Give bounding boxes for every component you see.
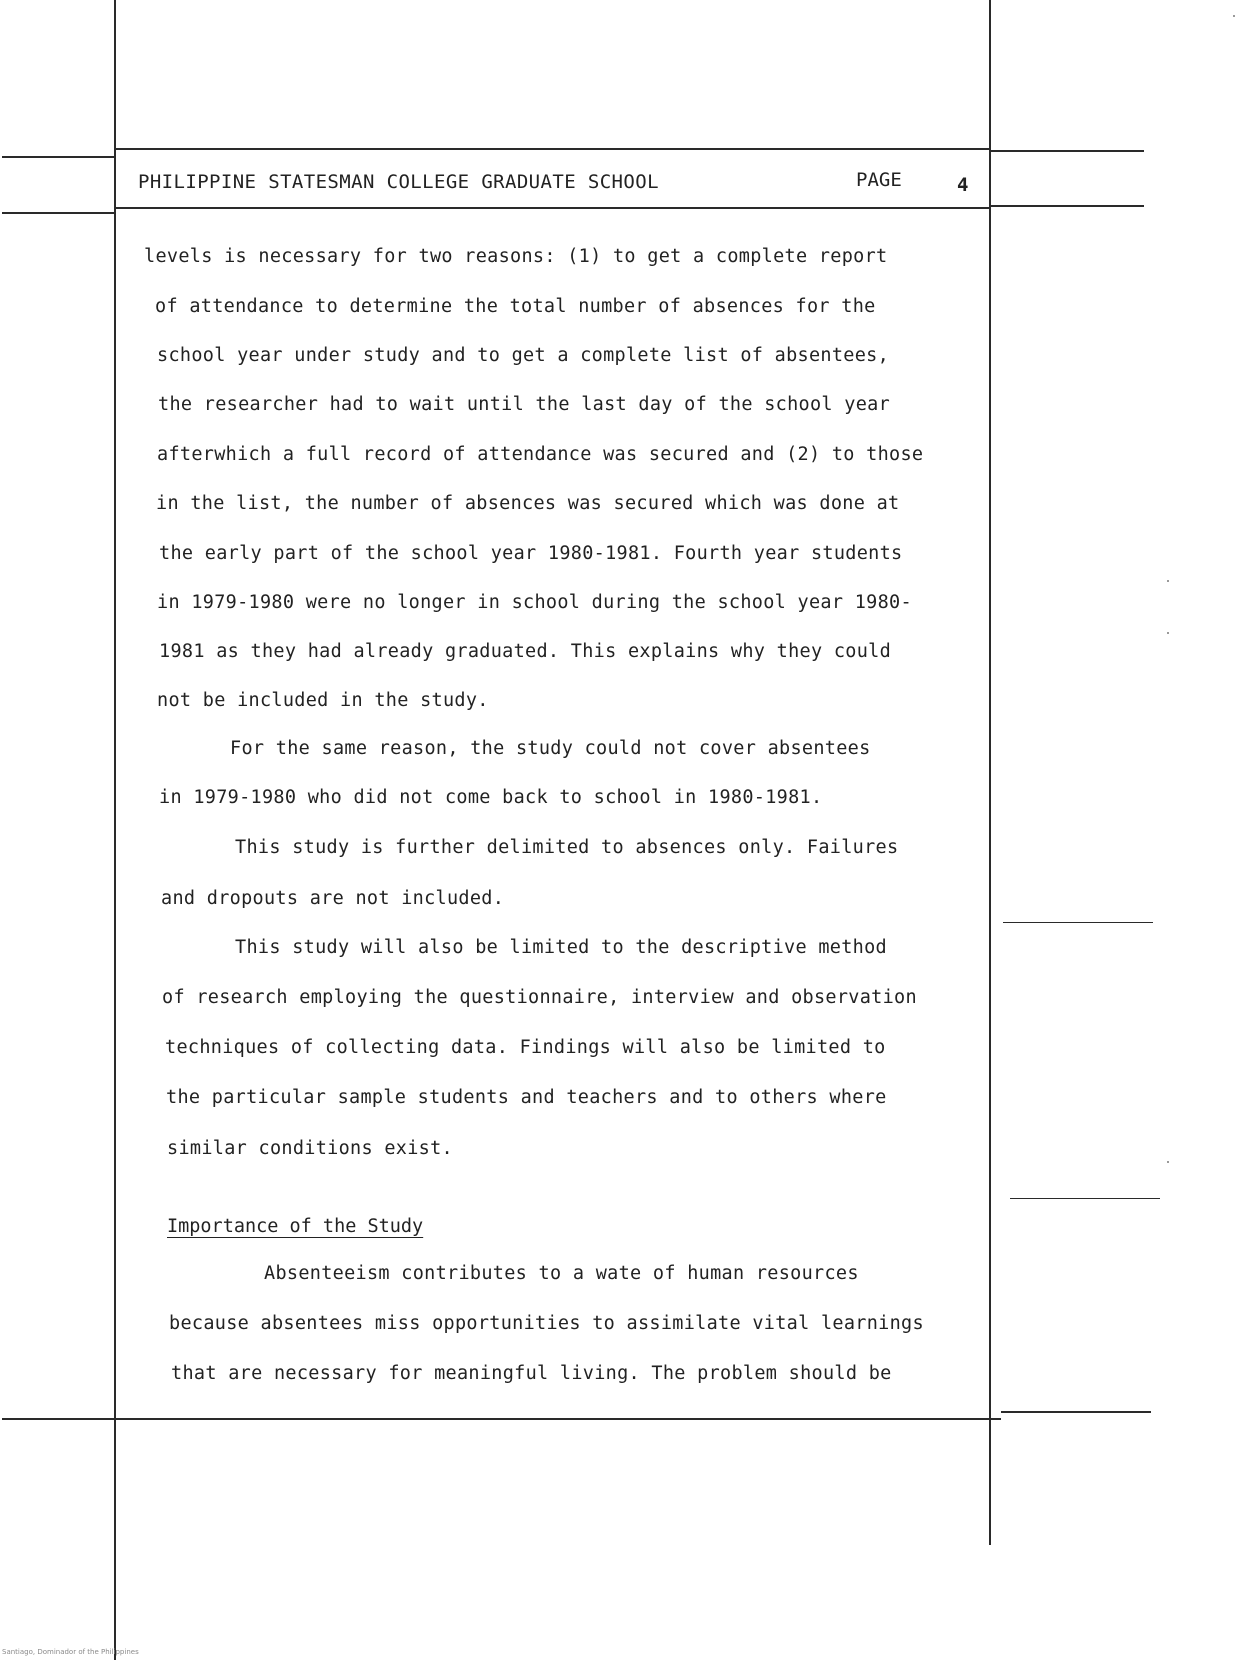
body-line: For the same reason, the study could not cover absentees bbox=[230, 738, 871, 759]
body-line: the particular sample students and teachers and to others where bbox=[166, 1087, 887, 1108]
scan-speck bbox=[1167, 632, 1169, 634]
body-line: techniques of collecting data. Findings will also be limited to bbox=[165, 1037, 886, 1058]
section-heading: Importance of the Study bbox=[167, 1216, 424, 1237]
body-line: school year under study and to get a complete list of absentees, bbox=[157, 345, 890, 366]
body-line: and dropouts are not included. bbox=[161, 888, 505, 909]
header-top-rule bbox=[989, 150, 1144, 152]
body-line: not be included in the study. bbox=[157, 690, 489, 711]
header-bottom-rule bbox=[114, 207, 989, 209]
scan-speck bbox=[1167, 580, 1169, 582]
page-label: PAGE bbox=[856, 169, 902, 191]
footer-rule bbox=[1001, 1411, 1151, 1413]
right-margin-rule bbox=[989, 0, 991, 1545]
body-line: in the list, the number of absences was secured which was done at bbox=[156, 493, 900, 514]
scan-speck bbox=[1233, 15, 1235, 17]
scan-speck bbox=[1167, 1161, 1169, 1163]
body-line: This study will also be limited to the descriptive method bbox=[235, 937, 887, 958]
header-bottom-rule bbox=[989, 205, 1144, 207]
header-top-rule bbox=[114, 148, 989, 150]
body-line: similar conditions exist. bbox=[167, 1138, 453, 1159]
body-line: 1981 as they had already graduated. This explains why they could bbox=[159, 641, 892, 662]
margin-mark bbox=[1010, 1198, 1160, 1199]
body-line: of attendance to determine the total number of absences for the bbox=[155, 296, 876, 317]
section-line: that are necessary for meaningful living. The problem should be bbox=[171, 1363, 892, 1384]
body-line: afterwhich a full record of attendance was secured and (2) to those bbox=[157, 444, 924, 465]
body-line: This study is further delimited to absences only. Failures bbox=[235, 837, 899, 858]
body-line: in 1979-1980 were no longer in school during the school year 1980- bbox=[157, 592, 912, 613]
footer-rule bbox=[127, 1418, 1001, 1420]
header-bottom-rule bbox=[2, 212, 114, 214]
body-line: of research employing the questionnaire, interview and observation bbox=[162, 987, 917, 1008]
body-line: the early part of the school year 1980-1981. Fourth year students bbox=[159, 543, 903, 564]
left-margin-rule bbox=[114, 0, 116, 1660]
footer-rule bbox=[2, 1418, 127, 1420]
margin-mark bbox=[1003, 922, 1153, 923]
section-line: Absenteeism contributes to a wate of human resources bbox=[264, 1263, 859, 1284]
footer-note: Santiago, Dominador of the Philippines bbox=[2, 1648, 139, 1656]
section-line: because absentees miss opportunities to assimilate vital learnings bbox=[169, 1313, 924, 1334]
body-line: the researcher had to wait until the last day of the school year bbox=[158, 394, 891, 415]
body-line: in 1979-1980 who did not come back to school in 1980-1981. bbox=[159, 787, 823, 808]
header-title: PHILIPPINE STATESMAN COLLEGE GRADUATE SCHOOL bbox=[138, 171, 659, 193]
body-line: levels is necessary for two reasons: (1) to get a complete report bbox=[144, 246, 888, 267]
header-top-rule bbox=[2, 156, 114, 158]
page-number: 4 bbox=[957, 174, 969, 196]
